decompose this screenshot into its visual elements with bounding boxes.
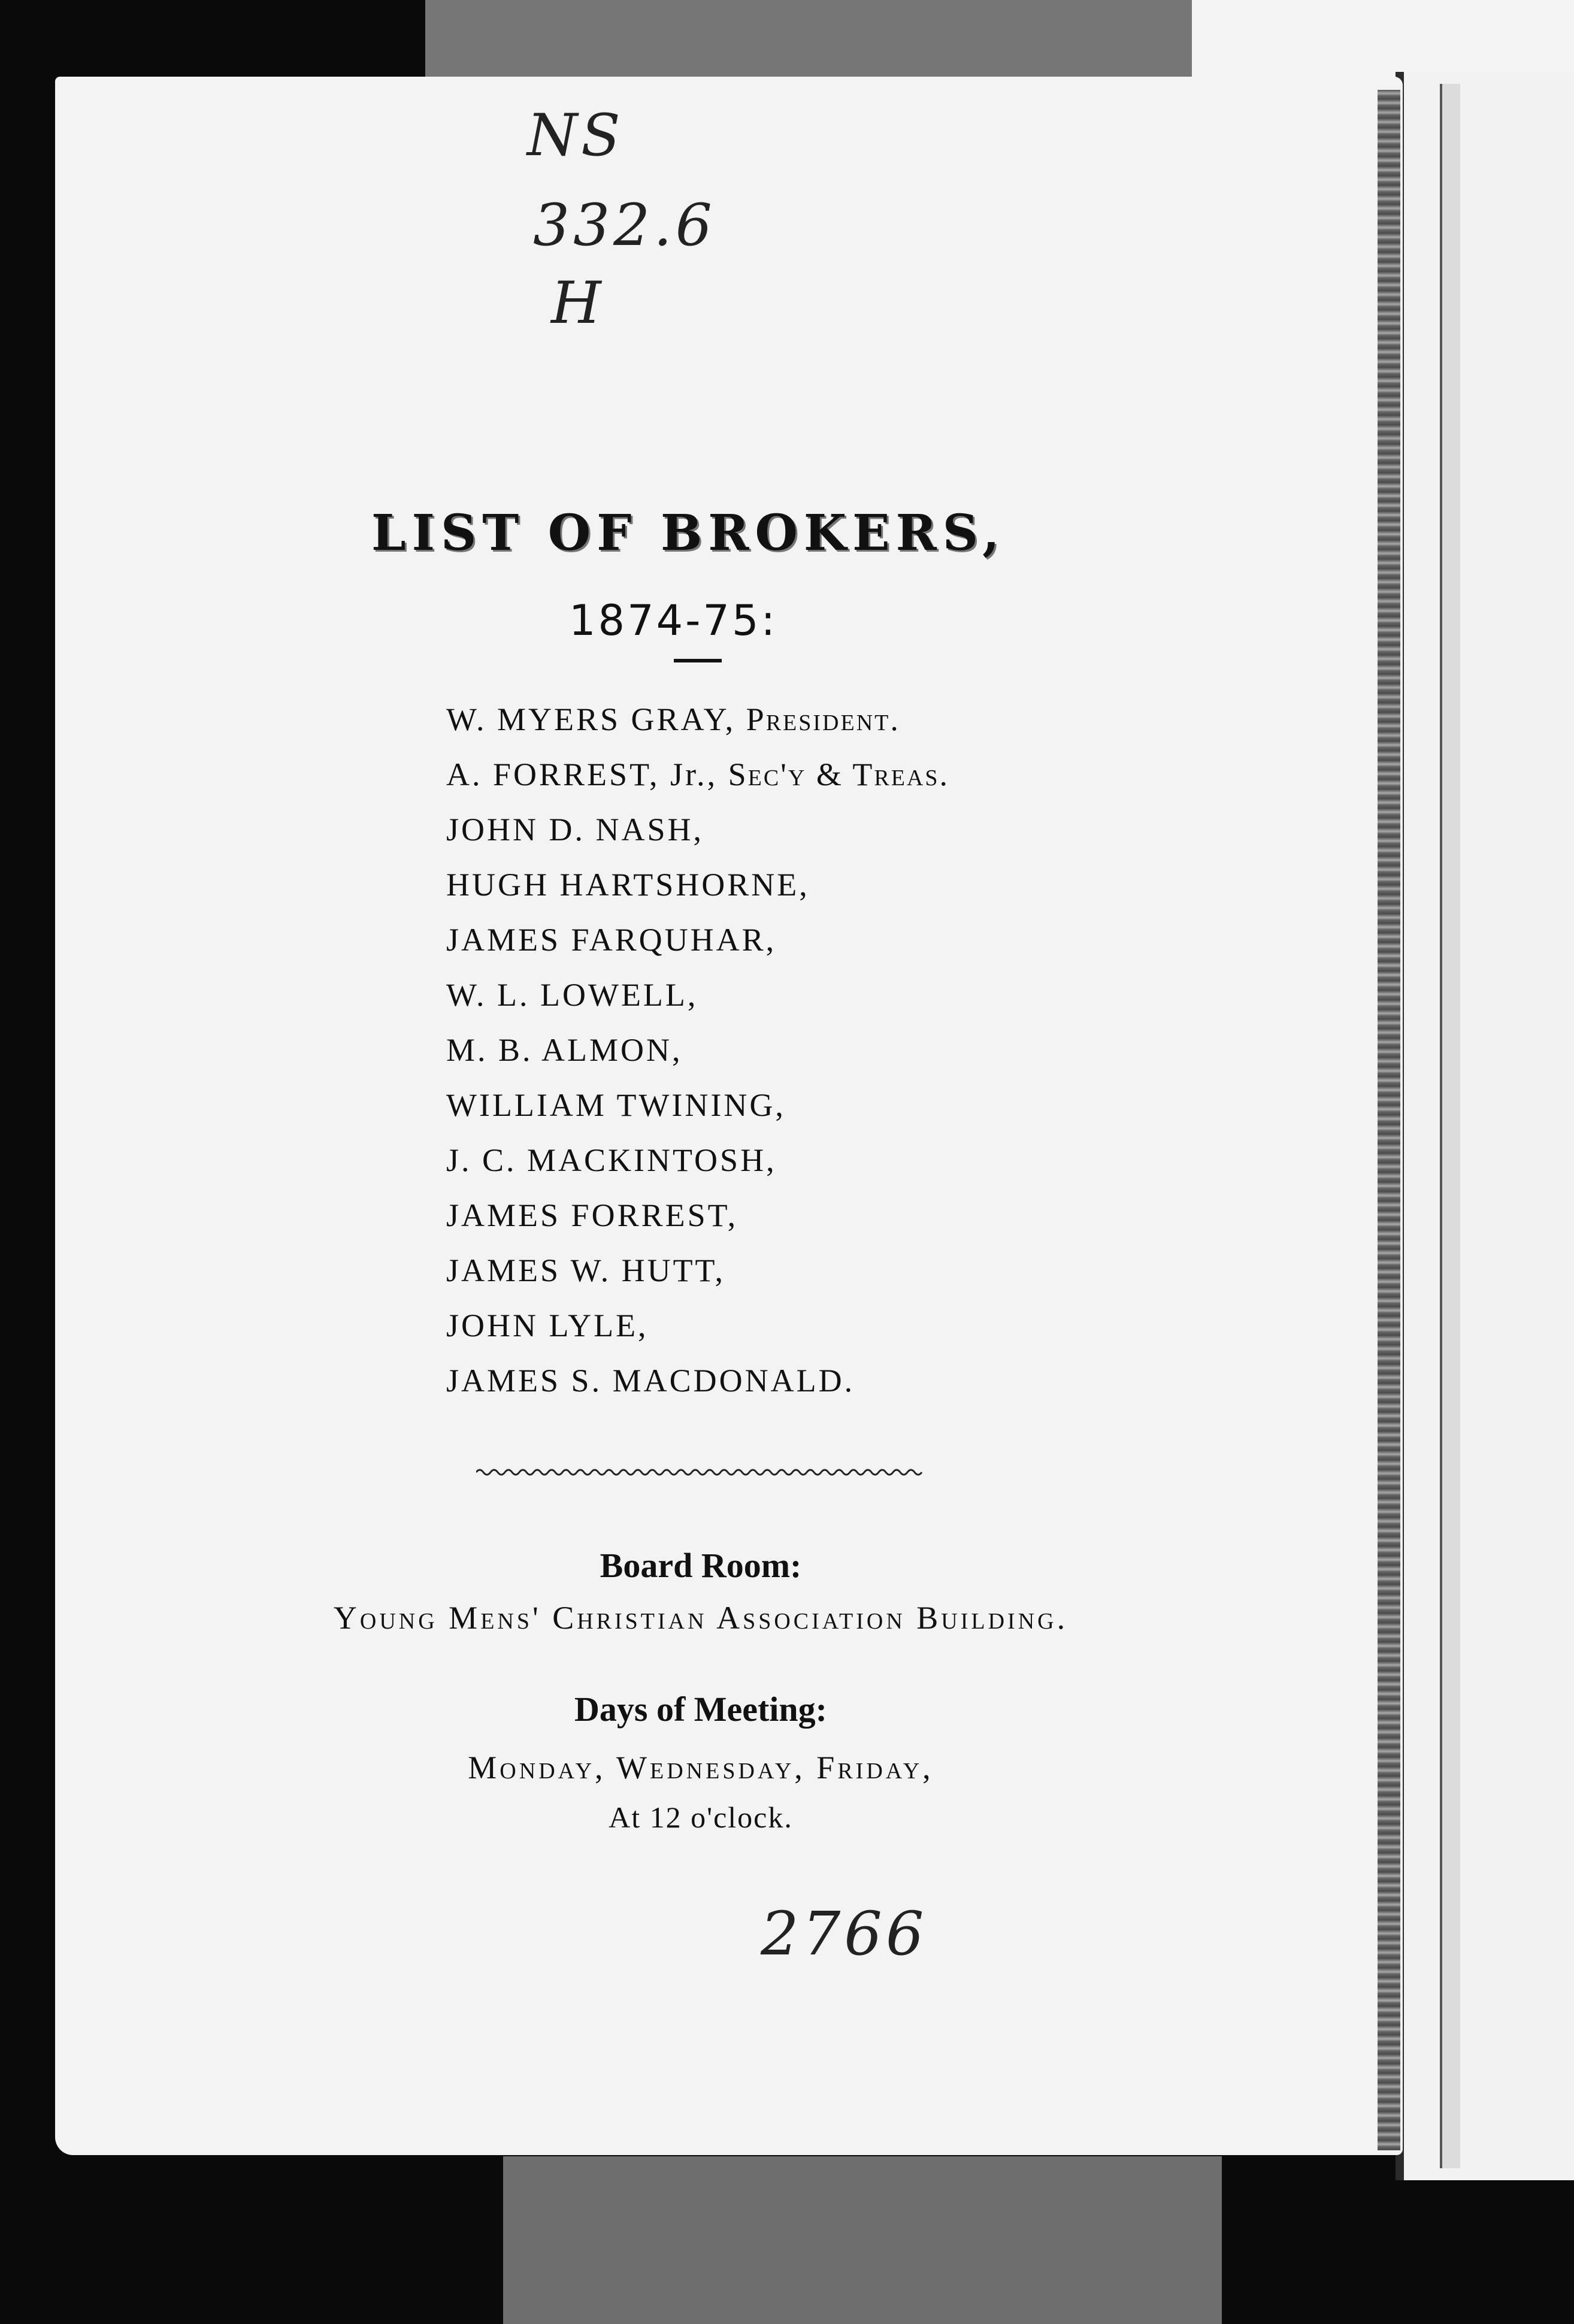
broker-entry [446,747,949,802]
broker-entry [446,1188,949,1243]
broker-name: J. C. MACKINTOSH, [446,1142,777,1178]
broker-name: W. MYERS GRAY, [446,701,736,737]
broker-entry [446,1298,949,1353]
years-heading: 1874-75: [569,596,778,645]
broker-name: WILLIAM TWINING, [446,1087,786,1123]
broker-name: JAMES W. HUTT, [446,1252,726,1288]
broker-entry [446,912,949,967]
broker-name: A. FORREST, Jr., [446,756,718,792]
broker-entry [446,967,949,1022]
broker-name: JOHN D. NASH, [446,812,704,848]
tape-strip-bottom [503,2156,1222,2324]
page-title: LIST OF BROKERS, [371,504,1006,562]
broker-entry [446,802,949,857]
broker-office: Sec'y & Treas. [728,756,949,792]
broker-name: JAMES S. MACDONALD. [446,1363,855,1399]
broker-entry [446,1133,949,1188]
broker-name: JOHN LYLE, [446,1308,649,1343]
meeting-days-label: Days of Meeting: [574,1690,827,1729]
title-rule [674,659,722,662]
handwritten-call-number-3: H [551,270,605,337]
broker-entry [446,1078,949,1133]
broker-entry [446,857,949,912]
broker-entry [446,1022,949,1078]
meeting-time: At 12 o'clock. [609,1801,793,1834]
binding-spine [1378,90,1400,2150]
broker-name: M. B. ALMON, [446,1032,683,1068]
board-room-label: Board Room: [600,1546,802,1585]
wavy-divider [476,1466,922,1478]
handwritten-call-number-1: NS [527,102,624,169]
broker-entry [446,692,949,747]
adjacent-page [1396,72,1574,2180]
board-room-location: Young Mens' Christian Association Building. [333,1600,1068,1636]
broker-name: JAMES FORREST, [446,1197,738,1233]
broker-name: W. L. LOWELL, [446,977,698,1013]
meeting-days: Monday, Wednesday, Friday, [468,1750,934,1786]
handwritten-accession-number: 2766 [761,1899,928,1969]
broker-office: President. [746,701,900,737]
handwritten-call-number-2: 332.6 [533,192,716,259]
broker-name: JAMES FARQUHAR, [446,922,777,958]
broker-entry [446,1243,949,1298]
page-fold [1440,84,1460,2168]
broker-name: HUGH HARTSHORNE, [446,867,810,903]
broker-entry [446,1353,949,1408]
broker-list [446,692,949,1408]
adjacent-page-edge [1192,0,1574,84]
